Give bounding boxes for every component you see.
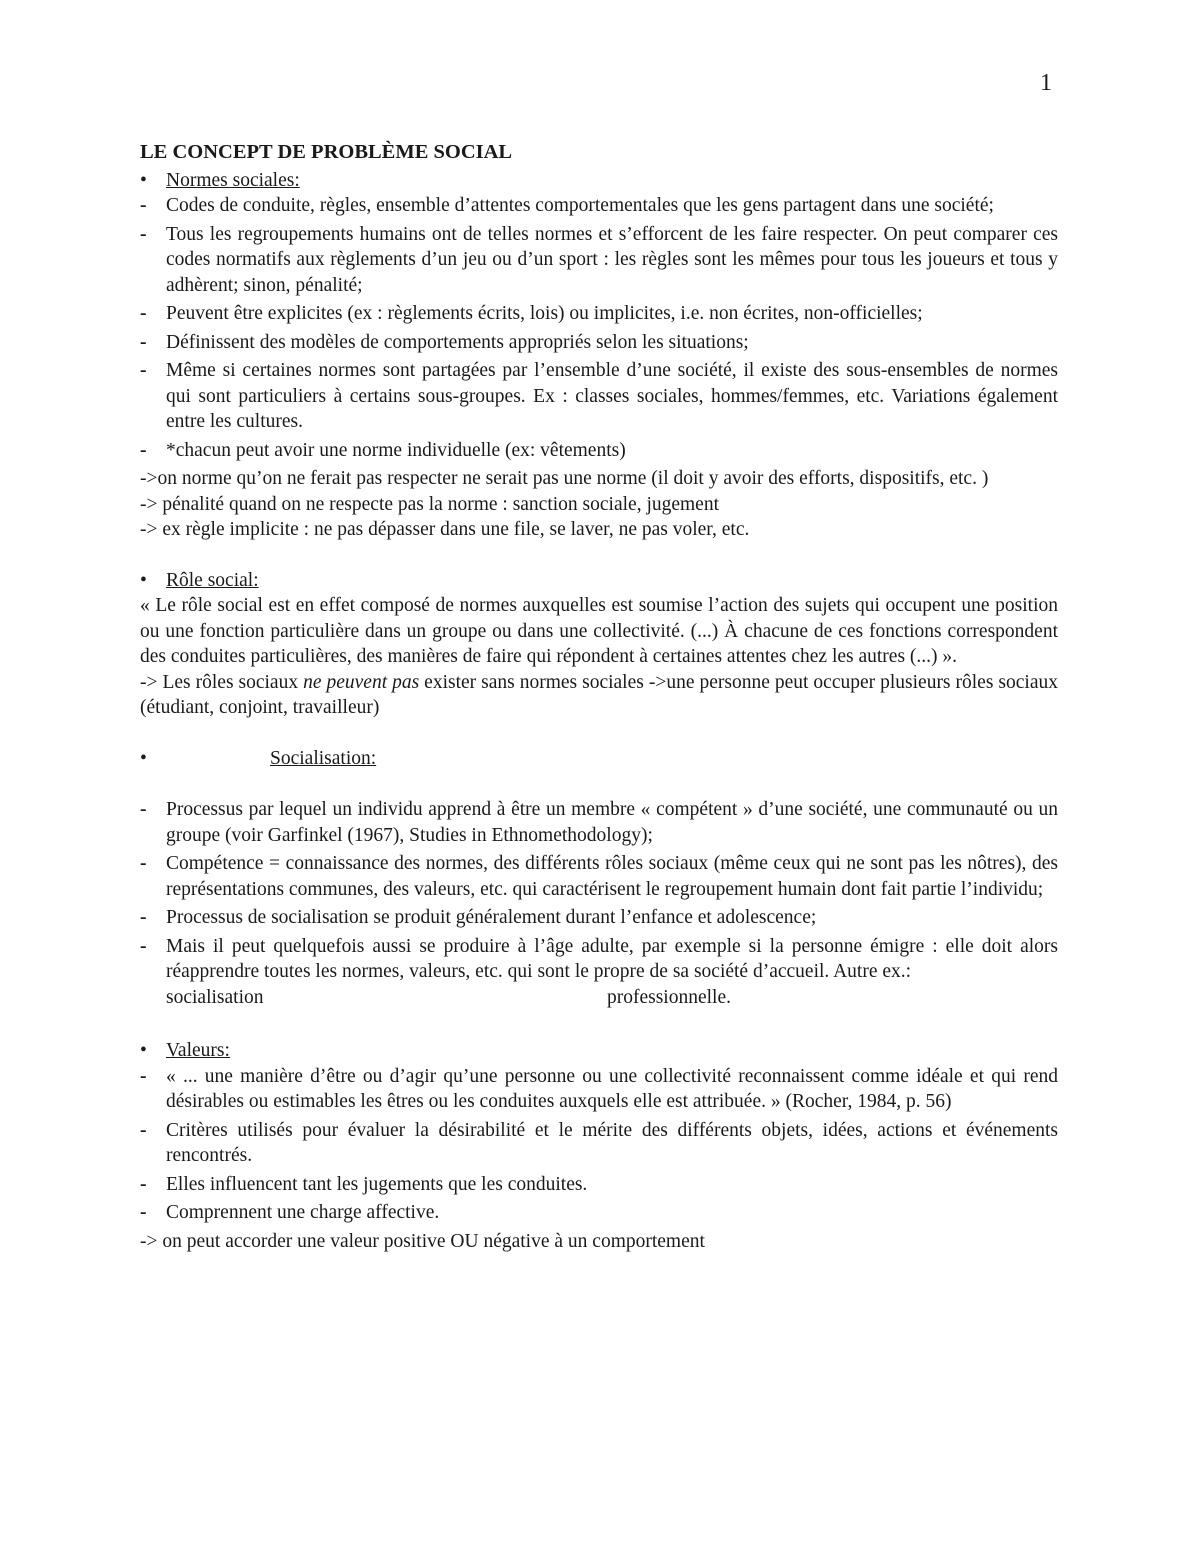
spacer: [140, 1013, 1058, 1038]
heading-label: Rôle social:: [166, 569, 259, 591]
list-item: - Elles influencent tant les jugements que les conduites.: [140, 1172, 1058, 1198]
heading-label: Valeurs:: [166, 1040, 230, 1061]
dash-icon: -: [140, 1065, 147, 1087]
heading-label: Socialisation:: [270, 747, 377, 769]
document-body: [140, 140, 1058, 1254]
note-line: -> ex règle implicite : ne pas dépasser dans une file, se laver, ne pas voler, etc.: [140, 519, 750, 540]
dash-icon: -: [140, 1173, 147, 1195]
dash-icon: -: [140, 1119, 147, 1141]
spread-line: socialisation professionnelle.: [166, 986, 731, 1008]
dash-icon: -: [140, 935, 147, 957]
list-item: - Même si certaines normes sont partagées par l’ensemble d’une société, il existe des sous-ensembles de normes qui sont particuliers à certains sous-groupes. Ex : classes sociales, hommes/femmes, etc. Variations également entre les cultures.: [140, 360, 1058, 432]
dash-icon: -: [140, 1202, 147, 1223]
spacer: [140, 771, 1058, 797]
dash-icon: -: [140, 331, 147, 353]
list-item: - Compétence = connaissance des normes, des différents rôles sociaux (même ceux qui ne sont pas les nôtres), des représentations communes, des valeurs, etc. qui caractérisent le regroupement humain dont fait partie l’individu;: [140, 853, 1058, 900]
spacer: [140, 543, 1058, 568]
heading-label: Normes sociales:: [166, 169, 300, 191]
bullet-icon: •: [140, 569, 147, 591]
quote-paragraph: « Le rôle social est en effet composé de normes auxquelles est soumise l’action des sujets qui occupent une position ou une fonction particulière dans un groupe ou dans une collectivité. (...) À chacune de ces fonctions correspondent des conduites particulières, des manières de faire qui répondent à certaines attentes chez les autres (...) ».: [140, 595, 1058, 667]
dash-icon: -: [140, 303, 147, 324]
dash-icon: -: [140, 799, 147, 820]
dash-icon: -: [140, 907, 147, 928]
dash-icon: -: [140, 360, 147, 381]
document-title: LE CONCEPT DE PROBLÈME SOCIAL: [140, 141, 513, 163]
list-item: - Processus de socialisation se produit généralement durant l’enfance et adolescence;: [140, 905, 1058, 931]
bullet-icon: •: [140, 1040, 147, 1061]
list-item: - Tous les regroupements humains ont de telles normes et s’efforcent de les faire respecter. On peut comparer ces codes normatifs aux règlements d’un jeu ou d’un sport : les règles sont les mêmes pour tous les joueurs et tous y adhèrent; sinon, pénalité;: [140, 223, 1058, 296]
list-item: - Comprennent une charge affective.: [140, 1200, 1058, 1226]
section-heading-socialisation: [140, 746, 1058, 772]
list-item: - Peuvent être explicites (ex : règlements écrits, lois) ou implicites, i.e. non écrites, non-officielles;: [140, 301, 1058, 327]
section-heading-valeurs: [140, 1038, 1058, 1064]
list-item: - « ... une manière d’être ou d’agir qu’une personne ou une collectivité reconnaissent comme idéale et qui rend désirables ou estimables les êtres ou les conduites auxquels elle est attribuée. » (Rocher, 1984, p. 56): [140, 1065, 1058, 1112]
list-item: - Mais il peut quelquefois aussi se produire à l’âge adulte, par exemple si la personne émigre : elle doit alors réapprendre toutes les normes, valeurs, etc. qui sont le propre de sa société d’accueil. Autre ex.: socialisation professionnelle.: [140, 934, 1058, 1011]
note-paragraph: -> Les rôles sociaux ne peuvent pas exister sans normes sociales ->une personne peut occuper plusieurs rôles sociaux (étudiant, conjoint, travailleur): [140, 671, 1058, 718]
note-line: ->on norme qu’on ne ferait pas respecter ne serait pas une norme (il doit y avoir des efforts, dispositifs, etc. ): [140, 468, 989, 489]
list-item: - Critères utilisés pour évaluer la désirabilité et le mérite des différents objets, idées, actions et événements rencontrés.: [140, 1119, 1058, 1166]
bullet-icon: •: [140, 169, 147, 191]
note-line: -> on peut accorder une valeur positive OU négative à un comportement: [140, 1230, 705, 1252]
spacer: [140, 721, 1058, 746]
list-item: - Processus par lequel un individu apprend à être un membre « compétent » d’une société, une communauté ou un groupe (voir Garfinkel (1967), Studies in Ethnomethodology);: [140, 799, 1058, 846]
dash-icon: -: [140, 853, 147, 874]
list-item: - Définissent des modèles de comportements appropriés selon les situations;: [140, 330, 1058, 356]
dash-icon: -: [140, 439, 147, 461]
section-heading-role: [140, 568, 1058, 594]
page-number: 1: [1040, 70, 1052, 96]
dash-icon: -: [140, 195, 147, 216]
list-item: - *chacun peut avoir une norme individuelle (ex: vêtements): [140, 438, 1058, 464]
section-heading-normes: [140, 168, 1058, 194]
dash-icon: -: [140, 223, 147, 245]
note-line: -> pénalité quand on ne respecte pas la norme : sanction sociale, jugement: [140, 493, 720, 515]
list-item: - Codes de conduite, règles, ensemble d’attentes comportementales que les gens partagent dans une société;: [140, 193, 1058, 219]
emphasis-text: ne peuvent pas: [303, 671, 420, 693]
bullet-icon: •: [140, 747, 147, 769]
